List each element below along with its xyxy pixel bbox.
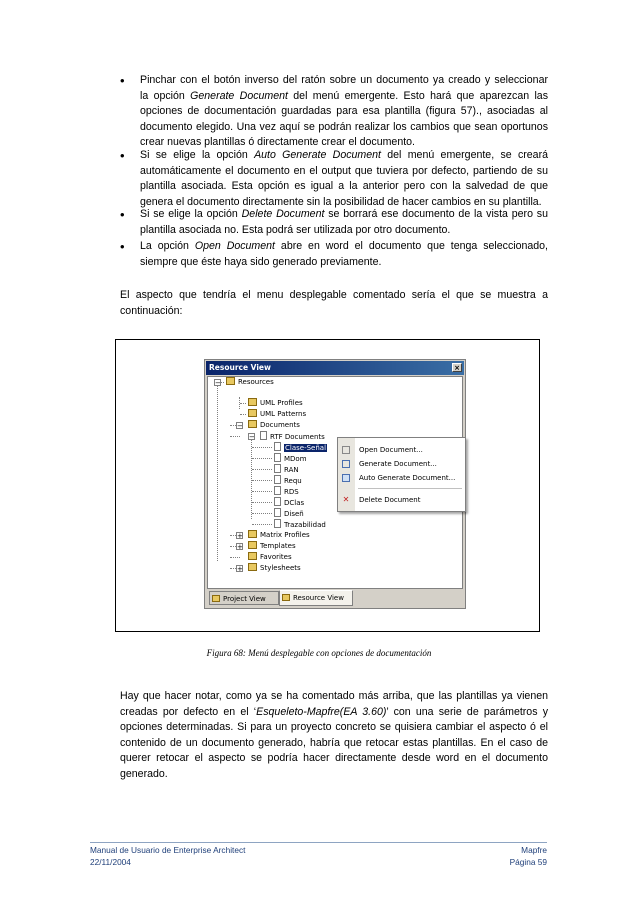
resource-view-icon bbox=[282, 594, 290, 601]
text-line: la opción Generate Document del menú emergente. Esto hará que aparezcan las bbox=[140, 89, 548, 102]
selected-document-label: Clase-Señal bbox=[285, 444, 327, 452]
tab-resource-view[interactable]: Resource View bbox=[279, 590, 353, 606]
footer-page-number: Página 59 bbox=[509, 857, 547, 867]
tab-project-view[interactable]: Project View bbox=[209, 591, 279, 605]
folder-icon bbox=[248, 398, 257, 406]
window-titlebar[interactable] bbox=[206, 361, 464, 375]
window-title: Resource View bbox=[209, 363, 271, 372]
tree-document-item[interactable]: Diseñ bbox=[274, 508, 304, 519]
tree-node-rtf-documents[interactable]: RTF Documents bbox=[260, 431, 325, 442]
bullet-marker: • bbox=[120, 239, 125, 254]
footer-left bbox=[90, 844, 245, 868]
tree-document-item[interactable]: MDom bbox=[274, 453, 307, 464]
figure-caption: Figura 68: Menú desplegable con opciones de documentación bbox=[206, 648, 432, 658]
closing-paragraph bbox=[120, 689, 548, 783]
menu-separator bbox=[358, 488, 462, 489]
folder-icon bbox=[248, 541, 257, 549]
tree-document-item[interactable]: Trazabilidad bbox=[274, 519, 326, 530]
auto-generate-icon bbox=[342, 474, 350, 482]
intro-paragraph bbox=[120, 288, 548, 319]
text-line: opciones de documentación guardadas para esa plantilla (figura 57)., asociadas al bbox=[140, 105, 548, 118]
text-line: La opción Open Document abre en word el documento que tenga seleccionado, bbox=[140, 240, 548, 252]
text-line: Si se elige la opción Auto Generate Document del menú emergente, se creará bbox=[140, 149, 548, 161]
tree-node-matrix-profiles[interactable]: Matrix Profiles bbox=[248, 530, 310, 540]
tree-node-documents[interactable]: Documents bbox=[248, 420, 300, 430]
tree-node-templates[interactable]: Templates bbox=[248, 541, 296, 551]
text-line: plantilla asociada no. Esta podrá ser utilizada por otro documento. bbox=[140, 223, 451, 236]
text-line: contenido de un documento generado, habría que retocar estas plantillas. En el caso de bbox=[120, 736, 548, 749]
document-icon bbox=[274, 453, 281, 462]
text-line: opciones determinadas. Si para un proyecto concreto se quisiera cambiar el aspecto ó el bbox=[120, 721, 548, 734]
menu-item-auto-generate-document[interactable]: Auto Generate Document... bbox=[338, 471, 465, 485]
tree-document-item[interactable]: Requ bbox=[274, 475, 302, 486]
document-icon bbox=[274, 442, 281, 451]
document-icon bbox=[274, 497, 281, 506]
text-line: El aspecto que tendría el menu desplegable comentado sería el que se muestra a bbox=[120, 289, 548, 301]
text-line: automáticamente el documento en el output que tuviera por defecto, partiendo de su bbox=[140, 164, 548, 177]
tree-node-stylesheets[interactable]: Stylesheets bbox=[248, 563, 301, 573]
close-icon[interactable]: × bbox=[452, 363, 462, 372]
document-icon bbox=[274, 464, 281, 473]
tree-document-item[interactable] bbox=[274, 442, 327, 453]
text-line: Si se elige la opción Delete Document se borrará ese documento de la vista pero su bbox=[140, 208, 548, 220]
delete-icon: ✕ bbox=[342, 495, 350, 504]
text-line: Pinchar con el botón inverso del ratón sobre un documento ya creado y seleccionar bbox=[140, 74, 548, 86]
document-icon bbox=[274, 475, 281, 484]
text-line: creadas por defecto en el ‘Esqueleto-Mapfre(EA 3.60)’ con una serie de parámetros y bbox=[120, 705, 548, 718]
menu-item-open-document[interactable]: Open Document... bbox=[338, 443, 465, 457]
view-tabs bbox=[207, 590, 463, 607]
document-icon bbox=[274, 519, 281, 528]
tree-node-favorites[interactable]: Favorites bbox=[248, 552, 292, 562]
tree-node-resources[interactable]: Resources bbox=[226, 377, 274, 387]
folder-icon bbox=[248, 530, 257, 538]
rtf-document-icon bbox=[260, 431, 267, 440]
collapse-toggle[interactable]: − bbox=[237, 422, 243, 430]
expand-toggle[interactable]: + bbox=[237, 565, 243, 573]
text-line: documento elegido. Una vez aquí se podrán realizar los cambios que sean oportunos bbox=[140, 120, 548, 133]
expand-toggle[interactable]: + bbox=[237, 543, 243, 551]
text-line: querer retocar el aspecto se podría hacer directamente desde word en el documento bbox=[120, 752, 548, 765]
collapse-toggle[interactable]: − bbox=[249, 433, 255, 441]
bullet-text bbox=[140, 207, 548, 238]
generate-document-icon bbox=[342, 460, 350, 468]
menu-item-delete-document[interactable]: ✕ Delete Document bbox=[342, 495, 421, 504]
context-menu bbox=[337, 437, 466, 512]
footer-manual-title: Manual de Usuario de Enterprise Architect bbox=[90, 845, 246, 855]
footer-right bbox=[447, 844, 547, 868]
folder-icon bbox=[248, 409, 257, 417]
tree-node-uml-patterns[interactable]: UML Patterns bbox=[248, 409, 306, 419]
stylesheets-icon bbox=[248, 563, 257, 571]
bullet-marker: • bbox=[120, 148, 125, 163]
bullet-text bbox=[140, 148, 548, 210]
tree-document-item[interactable]: DClas bbox=[274, 497, 304, 508]
text-line: plantilla asociada. Esta opción es igual a la anterior pero con la salvedad de que bbox=[140, 180, 548, 193]
text-line: Hay que hacer notar, como ya se ha comentado más arriba, que las plantillas ya vienen bbox=[120, 690, 548, 702]
text-line: continuación: bbox=[120, 304, 183, 317]
document-icon bbox=[274, 508, 281, 517]
document-icon bbox=[274, 486, 281, 495]
tree-document-item[interactable]: RAN bbox=[274, 464, 299, 475]
bullet-marker: • bbox=[120, 207, 125, 222]
bullet-text bbox=[140, 73, 548, 151]
menu-item-generate-document[interactable]: Generate Document... bbox=[338, 457, 465, 471]
resources-folder-icon bbox=[226, 377, 235, 385]
favorites-icon bbox=[248, 552, 257, 560]
bullet-marker: • bbox=[120, 73, 125, 88]
expand-toggle[interactable]: + bbox=[237, 532, 243, 540]
project-view-icon bbox=[212, 595, 220, 602]
text-line: generado. bbox=[120, 767, 168, 780]
tree-document-item[interactable]: RDS bbox=[274, 486, 299, 497]
footer-company: Mapfre bbox=[521, 845, 547, 855]
text-line: crear nuevas plantillas ó directamente crear el documento. bbox=[140, 136, 415, 149]
footer-date: 22/11/2004 bbox=[90, 857, 131, 867]
open-document-icon bbox=[342, 446, 350, 454]
tree-node-uml-profiles[interactable]: UML Profiles bbox=[248, 398, 303, 408]
text-line: siempre que éste haya sido generado previamente. bbox=[140, 255, 382, 268]
footer-rule bbox=[90, 842, 547, 843]
collapse-toggle[interactable]: − bbox=[215, 379, 221, 387]
bullet-text bbox=[140, 239, 548, 270]
folder-open-icon bbox=[248, 420, 257, 428]
text-line: genera el documento directamente sin la posibilidad de hacer cambios en su plantilla. bbox=[140, 195, 542, 208]
